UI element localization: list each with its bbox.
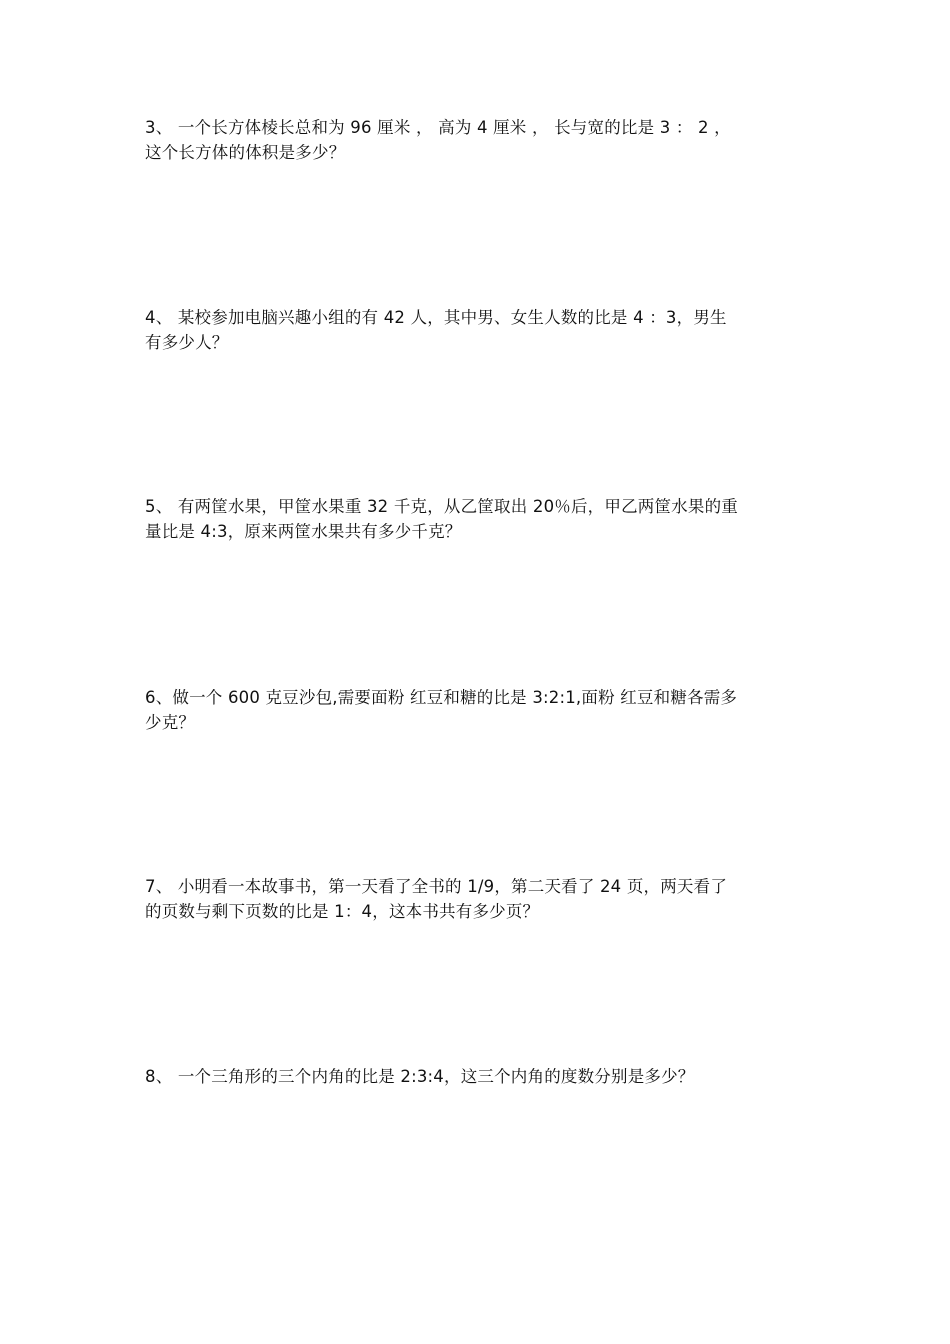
- problem-7-line-1: 7、 小明看一本故事书，第一天看了全书的 1/9，第二天看了 24 页，两天看了: [145, 877, 728, 896]
- problem-8-line-1: 8、 一个三角形的三个内角的比是 2:3:4，这三个内角的度数分别是多少？: [145, 1067, 695, 1086]
- problem-7: [145, 874, 815, 924]
- problem-4: [145, 305, 815, 355]
- problem-5-line-2: 量比是 4:3，原来两筐水果共有多少千克？: [145, 522, 462, 541]
- problem-4-line-2: 有多少人？: [145, 333, 229, 352]
- problem-7-line-2: 的页数与剩下页数的比是 1：4，这本书共有多少页？: [145, 902, 540, 921]
- problem-5: [145, 494, 815, 544]
- problem-3-line-1: 3、 一个长方体棱长总和为 96 厘米 ， 高为 4 厘米 ， 长与宽的比是 3 ： 2 ，: [145, 118, 731, 137]
- problem-8: [145, 1064, 815, 1089]
- problem-4-line-1: 4、 某校参加电脑兴趣小组的有 42 人，其中男、女生人数的比是 4 ：3，男生: [145, 308, 727, 327]
- problem-6-line-1: 6、做一个 600 克豆沙包,需要面粉 红豆和糖的比是 3:2:1,面粉 红豆和糖各需多: [145, 688, 738, 707]
- problem-5-line-1: 5、 有两筐水果，甲筐水果重 32 千克，从乙筐取出 20％后，甲乙两筐水果的重: [145, 497, 738, 516]
- problem-6: [145, 685, 815, 735]
- problem-3: [145, 115, 815, 165]
- problem-3-line-2: 这个长方体的体积是多少？: [145, 143, 346, 162]
- problem-6-line-2: 少克？: [145, 713, 196, 732]
